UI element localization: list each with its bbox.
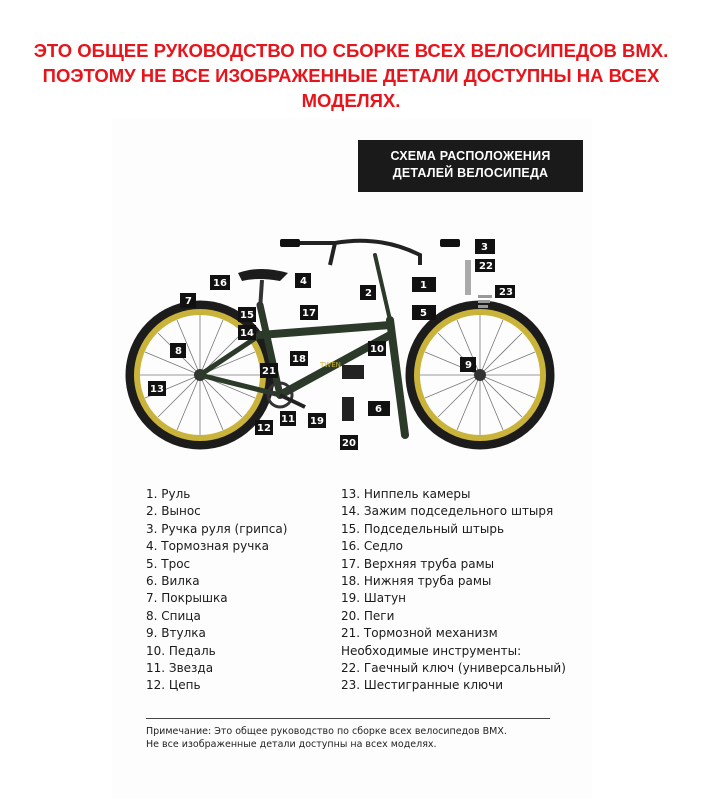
diagram-title [358, 140, 583, 192]
svg-text:14: 14 [240, 328, 254, 339]
legend-item: 7. Покрышка [146, 591, 228, 606]
callout-7 [180, 293, 196, 308]
warning-line-3: МОДЕЛЯХ. [301, 90, 401, 111]
footnote-line-1: Примечание: Это общее руководство по сборке всех велосипедов BMX. [146, 726, 507, 737]
callout-4 [295, 273, 311, 288]
callout-6 [368, 401, 390, 416]
callout-11 [280, 411, 296, 426]
callout-3 [475, 239, 495, 254]
legend-item: 19. Шатун [341, 591, 407, 606]
seat [238, 269, 288, 281]
peg [342, 397, 354, 421]
svg-text:1: 1 [420, 280, 427, 291]
legend-item: 20. Пеги [341, 608, 395, 623]
note-divider [146, 718, 550, 719]
front-wheel [410, 305, 550, 445]
grip-right [440, 239, 460, 247]
legend-item: 22. Гаечный ключ (универсальный) [341, 660, 566, 675]
svg-text:9: 9 [465, 360, 472, 371]
svg-text:19: 19 [310, 416, 324, 427]
svg-text:4: 4 [300, 276, 307, 287]
svg-text:18: 18 [292, 354, 306, 365]
legend-item: 17. Верхняя труба рамы [341, 556, 495, 571]
grip-left [280, 239, 300, 247]
callout-10 [368, 341, 386, 356]
legend-item: 15. Подседельный штырь [341, 521, 505, 536]
svg-text:7: 7 [185, 296, 192, 307]
svg-text:6: 6 [375, 404, 382, 415]
legend-item: 12. Цепь [146, 678, 201, 693]
svg-text:13: 13 [150, 384, 164, 395]
svg-text:10: 10 [370, 344, 384, 355]
callout-18 [290, 351, 308, 366]
warning-line-2: ПОЭТОМУ НЕ ВСЕ ИЗОБРАЖЕННЫЕ ДЕТАЛИ ДОСТУПНЫ НА ВСЕХ [42, 65, 660, 86]
svg-text:2: 2 [365, 288, 372, 299]
legend-item: 14. Зажим подседельного штыря [341, 504, 554, 519]
callout-23 [495, 285, 515, 298]
legend-item: 4. Тормозная ручка [146, 539, 269, 554]
diagram-title-line-2: ДЕТАЛЕЙ ВЕЛОСИПЕДА [392, 166, 549, 180]
svg-text:8: 8 [175, 346, 182, 357]
warning-line-1: ЭТО ОБЩЕЕ РУКОВОДСТВО ПО СБОРКЕ ВСЕХ ВЕЛОСИПЕДОВ BMX. [33, 40, 669, 61]
legend-item: 2. Вынос [146, 504, 201, 519]
callout-5 [412, 305, 436, 320]
callout-8 [170, 343, 186, 358]
legend-item: 16. Седло [341, 539, 403, 554]
callout-1 [412, 277, 436, 292]
svg-text:15: 15 [240, 310, 254, 321]
legend-item: 9. Втулка [146, 626, 206, 641]
legend-item: 1. Руль [146, 487, 191, 501]
assembly-warning [0, 38, 702, 113]
wrench [465, 260, 471, 295]
legend-item: 18. Нижняя труба рамы [341, 573, 492, 588]
svg-text:20: 20 [342, 438, 356, 449]
frame-text: TWEN [320, 361, 341, 369]
legend-item: 5. Трос [146, 556, 191, 571]
parts-legend-right [341, 486, 566, 695]
legend-item: 6. Вилка [146, 573, 200, 588]
bike-diagram [120, 225, 560, 465]
callout-19 [308, 413, 326, 428]
diagram-title-line-1: СХЕМА РАСПОЛОЖЕНИЯ [390, 149, 551, 163]
callout-2 [360, 285, 376, 300]
svg-text:17: 17 [302, 308, 316, 319]
callout-21 [260, 363, 278, 378]
svg-text:22: 22 [479, 261, 493, 272]
legend-item: 10. Педаль [146, 643, 216, 658]
callout-12 [255, 420, 273, 435]
legend-item: 3. Ручка руля (грипса) [146, 521, 288, 536]
callout-22 [475, 259, 495, 272]
seatpost [260, 280, 262, 310]
svg-text:3: 3 [481, 242, 488, 253]
svg-text:5: 5 [420, 308, 427, 319]
pedal [342, 365, 364, 379]
legend-tools-heading: Необходимые инструменты: [341, 643, 522, 658]
footnote-line-2: Не все изображенные детали доступны на всех моделях. [146, 738, 437, 750]
callout-9 [460, 357, 476, 372]
footnote [146, 726, 507, 751]
callout-14 [238, 325, 256, 340]
svg-text:12: 12 [257, 423, 271, 434]
svg-text:23: 23 [499, 287, 513, 298]
svg-text:16: 16 [213, 278, 227, 289]
legend-item: 13. Ниппель камеры [341, 487, 471, 501]
callout-15 [238, 307, 256, 322]
legend-item: 21. Тормозной механизм [341, 626, 498, 641]
parts-legend-left [146, 486, 287, 695]
legend-item: 8. Спица [146, 608, 201, 623]
callout-16 [210, 275, 230, 290]
legend-item: 11. Звезда [146, 660, 214, 675]
callout-20 [340, 435, 358, 450]
svg-text:11: 11 [281, 414, 295, 425]
svg-text:21: 21 [262, 366, 276, 377]
legend-item: 23. Шестигранные ключи [341, 678, 504, 693]
callout-13 [148, 381, 166, 396]
callout-17 [300, 305, 318, 320]
